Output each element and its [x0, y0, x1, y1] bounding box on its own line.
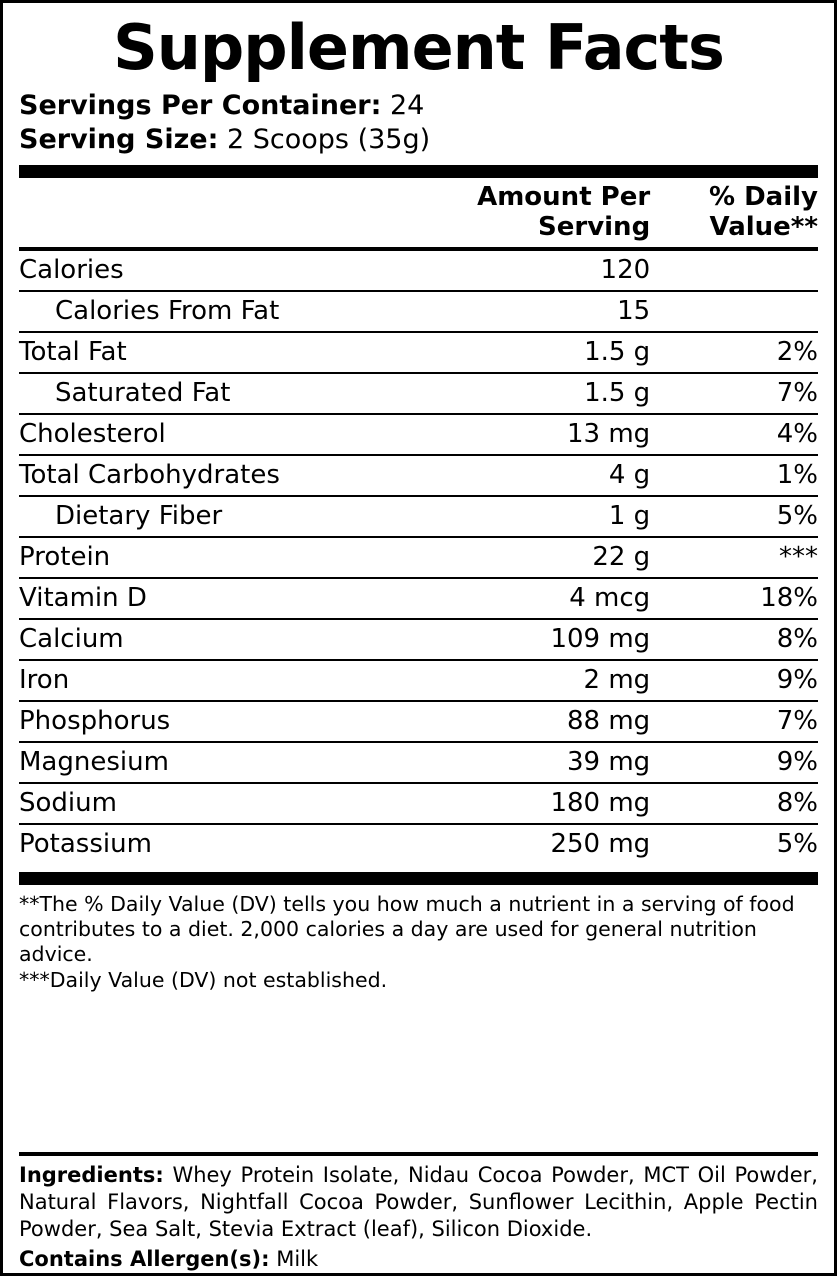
- nutrient-daily-value: 8%: [650, 619, 818, 660]
- nutrient-amount: 1.5 g: [387, 332, 651, 373]
- nutrient-daily-value: 2%: [650, 332, 818, 373]
- nutrient-amount: 4 mcg: [387, 578, 651, 619]
- nutrient-amount: 15: [387, 291, 651, 332]
- nutrient-amount: 22 g: [387, 537, 651, 578]
- nutrient-name: Iron: [19, 660, 387, 701]
- nutrient-amount: 39 mg: [387, 742, 651, 783]
- ingredients-text: Whey Protein Isolate, Nidau Cocoa Powder, MCT Oil Powder, Natural Flavors, Nightfall Cocoa Powder, Sunflower Lecithin, Apple Pectin Powder, Sea Salt, Stevia Extract (leaf), Silicon Dioxide.: [19, 1162, 818, 1242]
- table-row: [19, 619, 818, 660]
- nutrient-amount: 1 g: [387, 496, 651, 537]
- allergens-text: Milk: [276, 1246, 319, 1271]
- table-row: [19, 455, 818, 496]
- daily-value-note: **The % Daily Value (DV) tells you how much a nutrient in a serving of food contributes to a diet. 2,000 calories a day are used for general nutrition advice.: [19, 891, 795, 967]
- table-row: [19, 373, 818, 414]
- servings-per-container-line: [19, 89, 818, 123]
- table-row: [19, 701, 818, 742]
- nutrient-daily-value: [650, 249, 818, 291]
- nutrient-name: Cholesterol: [19, 414, 387, 455]
- nutrient-name: Calcium: [19, 619, 387, 660]
- header-amount-per-serving: Amount Per Serving: [387, 178, 651, 249]
- nutrient-name: Saturated Fat: [19, 373, 387, 414]
- table-row: [19, 783, 818, 824]
- table-row: [19, 578, 818, 619]
- divider-thick-bottom: [19, 872, 818, 885]
- nutrient-name: Phosphorus: [19, 701, 387, 742]
- nutrient-name: Protein: [19, 537, 387, 578]
- table-row: [19, 824, 818, 864]
- table-header-row: [19, 178, 818, 249]
- nutrient-amount: 13 mg: [387, 414, 651, 455]
- table-row: [19, 332, 818, 373]
- nutrient-daily-value: 9%: [650, 660, 818, 701]
- nutrient-name: Sodium: [19, 783, 387, 824]
- footnotes: [19, 885, 818, 994]
- nutrient-amount: 2 mg: [387, 660, 651, 701]
- table-row: [19, 291, 818, 332]
- table-row: [19, 414, 818, 455]
- allergens-section: [19, 1244, 818, 1273]
- divider-thick-top: [19, 165, 818, 178]
- nutrient-daily-value: 18%: [650, 578, 818, 619]
- nutrient-name: Vitamin D: [19, 578, 387, 619]
- nutrient-name: Dietary Fiber: [19, 496, 387, 537]
- nutrient-amount: 109 mg: [387, 619, 651, 660]
- nutrient-daily-value: 5%: [776, 828, 818, 859]
- nutrient-name: Potassium: [19, 828, 152, 859]
- table-row: [19, 496, 818, 537]
- nutrient-name: Calories: [19, 249, 387, 291]
- nutrient-daily-value: [650, 291, 818, 332]
- nutrient-daily-value: 9%: [650, 742, 818, 783]
- nutrient-daily-value: 4%: [650, 414, 818, 455]
- nutrient-daily-value: 8%: [650, 783, 818, 824]
- nutrient-amount: 180 mg: [387, 783, 651, 824]
- nutrient-name: Magnesium: [19, 742, 387, 783]
- ingredients-section: [19, 1156, 818, 1244]
- nutrient-daily-value: 5%: [650, 496, 818, 537]
- serving-size-value: 2 Scoops (35g): [227, 123, 431, 155]
- servings-per-container-value: 24: [389, 90, 425, 121]
- servings-per-container-label: Servings Per Container:: [19, 90, 382, 121]
- nutrient-name: Calories From Fat: [19, 291, 387, 332]
- nutrient-amount: 1.5 g: [387, 373, 651, 414]
- table-row: [19, 742, 818, 783]
- nutrient-daily-value: ***: [650, 537, 818, 578]
- nutrient-amount: 250 mg: [550, 828, 651, 859]
- nutrient-amount: 120: [387, 249, 651, 291]
- serving-size-label: Serving Size:: [19, 123, 219, 155]
- nutrition-table: [19, 178, 818, 864]
- nutrient-daily-value: 7%: [650, 373, 818, 414]
- table-row: [19, 660, 818, 701]
- nutrient-amount: 4 g: [387, 455, 651, 496]
- header-name: [19, 178, 387, 249]
- nutrient-daily-value: 1%: [650, 455, 818, 496]
- not-established-note: ***Daily Value (DV) not established.: [19, 967, 388, 992]
- serving-size-line: [19, 123, 818, 157]
- nutrient-name: Total Carbohydrates: [19, 455, 387, 496]
- ingredients-label: Ingredients:: [19, 1162, 164, 1187]
- allergens-label: Contains Allergen(s):: [19, 1246, 270, 1271]
- table-row: [19, 249, 818, 291]
- table-row: [19, 537, 818, 578]
- page-title: Supplement Facts: [113, 11, 724, 84]
- header-daily-value: % Daily Value**: [650, 178, 818, 249]
- nutrient-daily-value: 7%: [650, 701, 818, 742]
- nutrient-amount: 88 mg: [387, 701, 651, 742]
- spacer: [19, 993, 818, 1152]
- nutrient-name: Total Fat: [19, 332, 387, 373]
